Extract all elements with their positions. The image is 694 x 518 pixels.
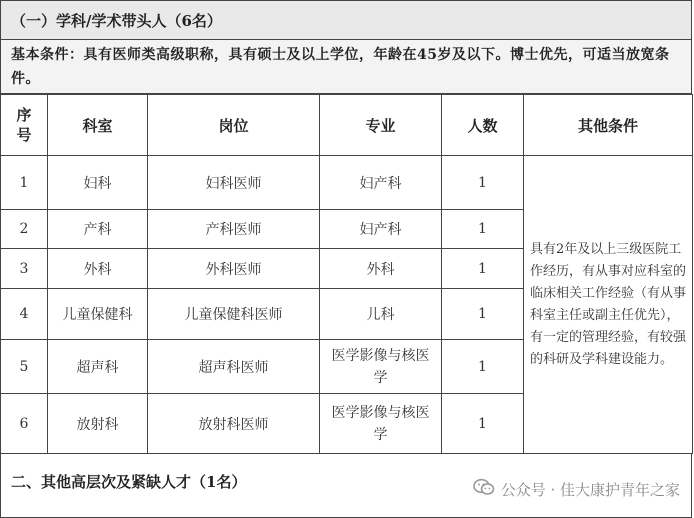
section-2-title-text: 二、其他高层次及紧缺人才（1名）	[11, 473, 247, 491]
cell-major: 儿科	[320, 289, 442, 340]
cell-dept: 外科	[48, 249, 148, 289]
cell-major: 妇产科	[320, 156, 442, 210]
cell-post: 妇科医师	[148, 156, 320, 210]
cell-dept: 儿童保健科	[48, 289, 148, 340]
cell-count: 1	[442, 394, 524, 454]
header-count: 人数	[442, 95, 524, 156]
cell-count: 1	[442, 289, 524, 340]
cell-no: 2	[1, 210, 48, 249]
cell-major: 医学影像与核医学	[320, 394, 442, 454]
cell-count: 1	[442, 156, 524, 210]
watermark	[473, 478, 680, 500]
wechat-icon	[473, 478, 495, 500]
cell-major: 医学影像与核医学	[320, 340, 442, 394]
header-major: 专业	[320, 95, 442, 156]
cell-post: 外科医师	[148, 249, 320, 289]
cell-dept: 妇科	[48, 156, 148, 210]
cell-no: 5	[1, 340, 48, 394]
header-post: 岗位	[148, 95, 320, 156]
header-other: 其他条件	[524, 95, 693, 156]
cell-major: 外科	[320, 249, 442, 289]
cell-count: 1	[442, 340, 524, 394]
cell-count: 1	[442, 210, 524, 249]
cell-post: 儿童保健科医师	[148, 289, 320, 340]
cell-major: 妇产科	[320, 210, 442, 249]
cell-no: 3	[1, 249, 48, 289]
table-header-row	[1, 95, 693, 156]
cell-dept: 放射科	[48, 394, 148, 454]
section-1-title: （一）学科/学术带头人（6名）	[0, 0, 692, 40]
basic-conditions: 基本条件：具有医师类高级职称，具有硕士及以上学位，年龄在45岁及以下。博士优先，可适当放宽条件。	[0, 40, 692, 94]
cell-post: 超声科医师	[148, 340, 320, 394]
cell-post: 产科医师	[148, 210, 320, 249]
cell-post: 放射科医师	[148, 394, 320, 454]
table-row	[1, 156, 693, 210]
cell-other-conditions: 具有2年及以上三级医院工作经历，有从事对应科室的临床相关工作经验（有从事科室主任或副主任优先），有一定的管理经验，有较强的科研及学科建设能力。	[524, 156, 693, 454]
watermark-text: 公众号 · 佳大康护青年之家	[500, 480, 680, 499]
positions-table	[0, 94, 693, 454]
cell-no: 6	[1, 394, 48, 454]
cell-no: 1	[1, 156, 48, 210]
header-no: 序号	[1, 95, 48, 156]
cell-dept: 超声科	[48, 340, 148, 394]
header-dept: 科室	[48, 95, 148, 156]
cell-no: 4	[1, 289, 48, 340]
cell-count: 1	[442, 249, 524, 289]
cell-dept: 产科	[48, 210, 148, 249]
